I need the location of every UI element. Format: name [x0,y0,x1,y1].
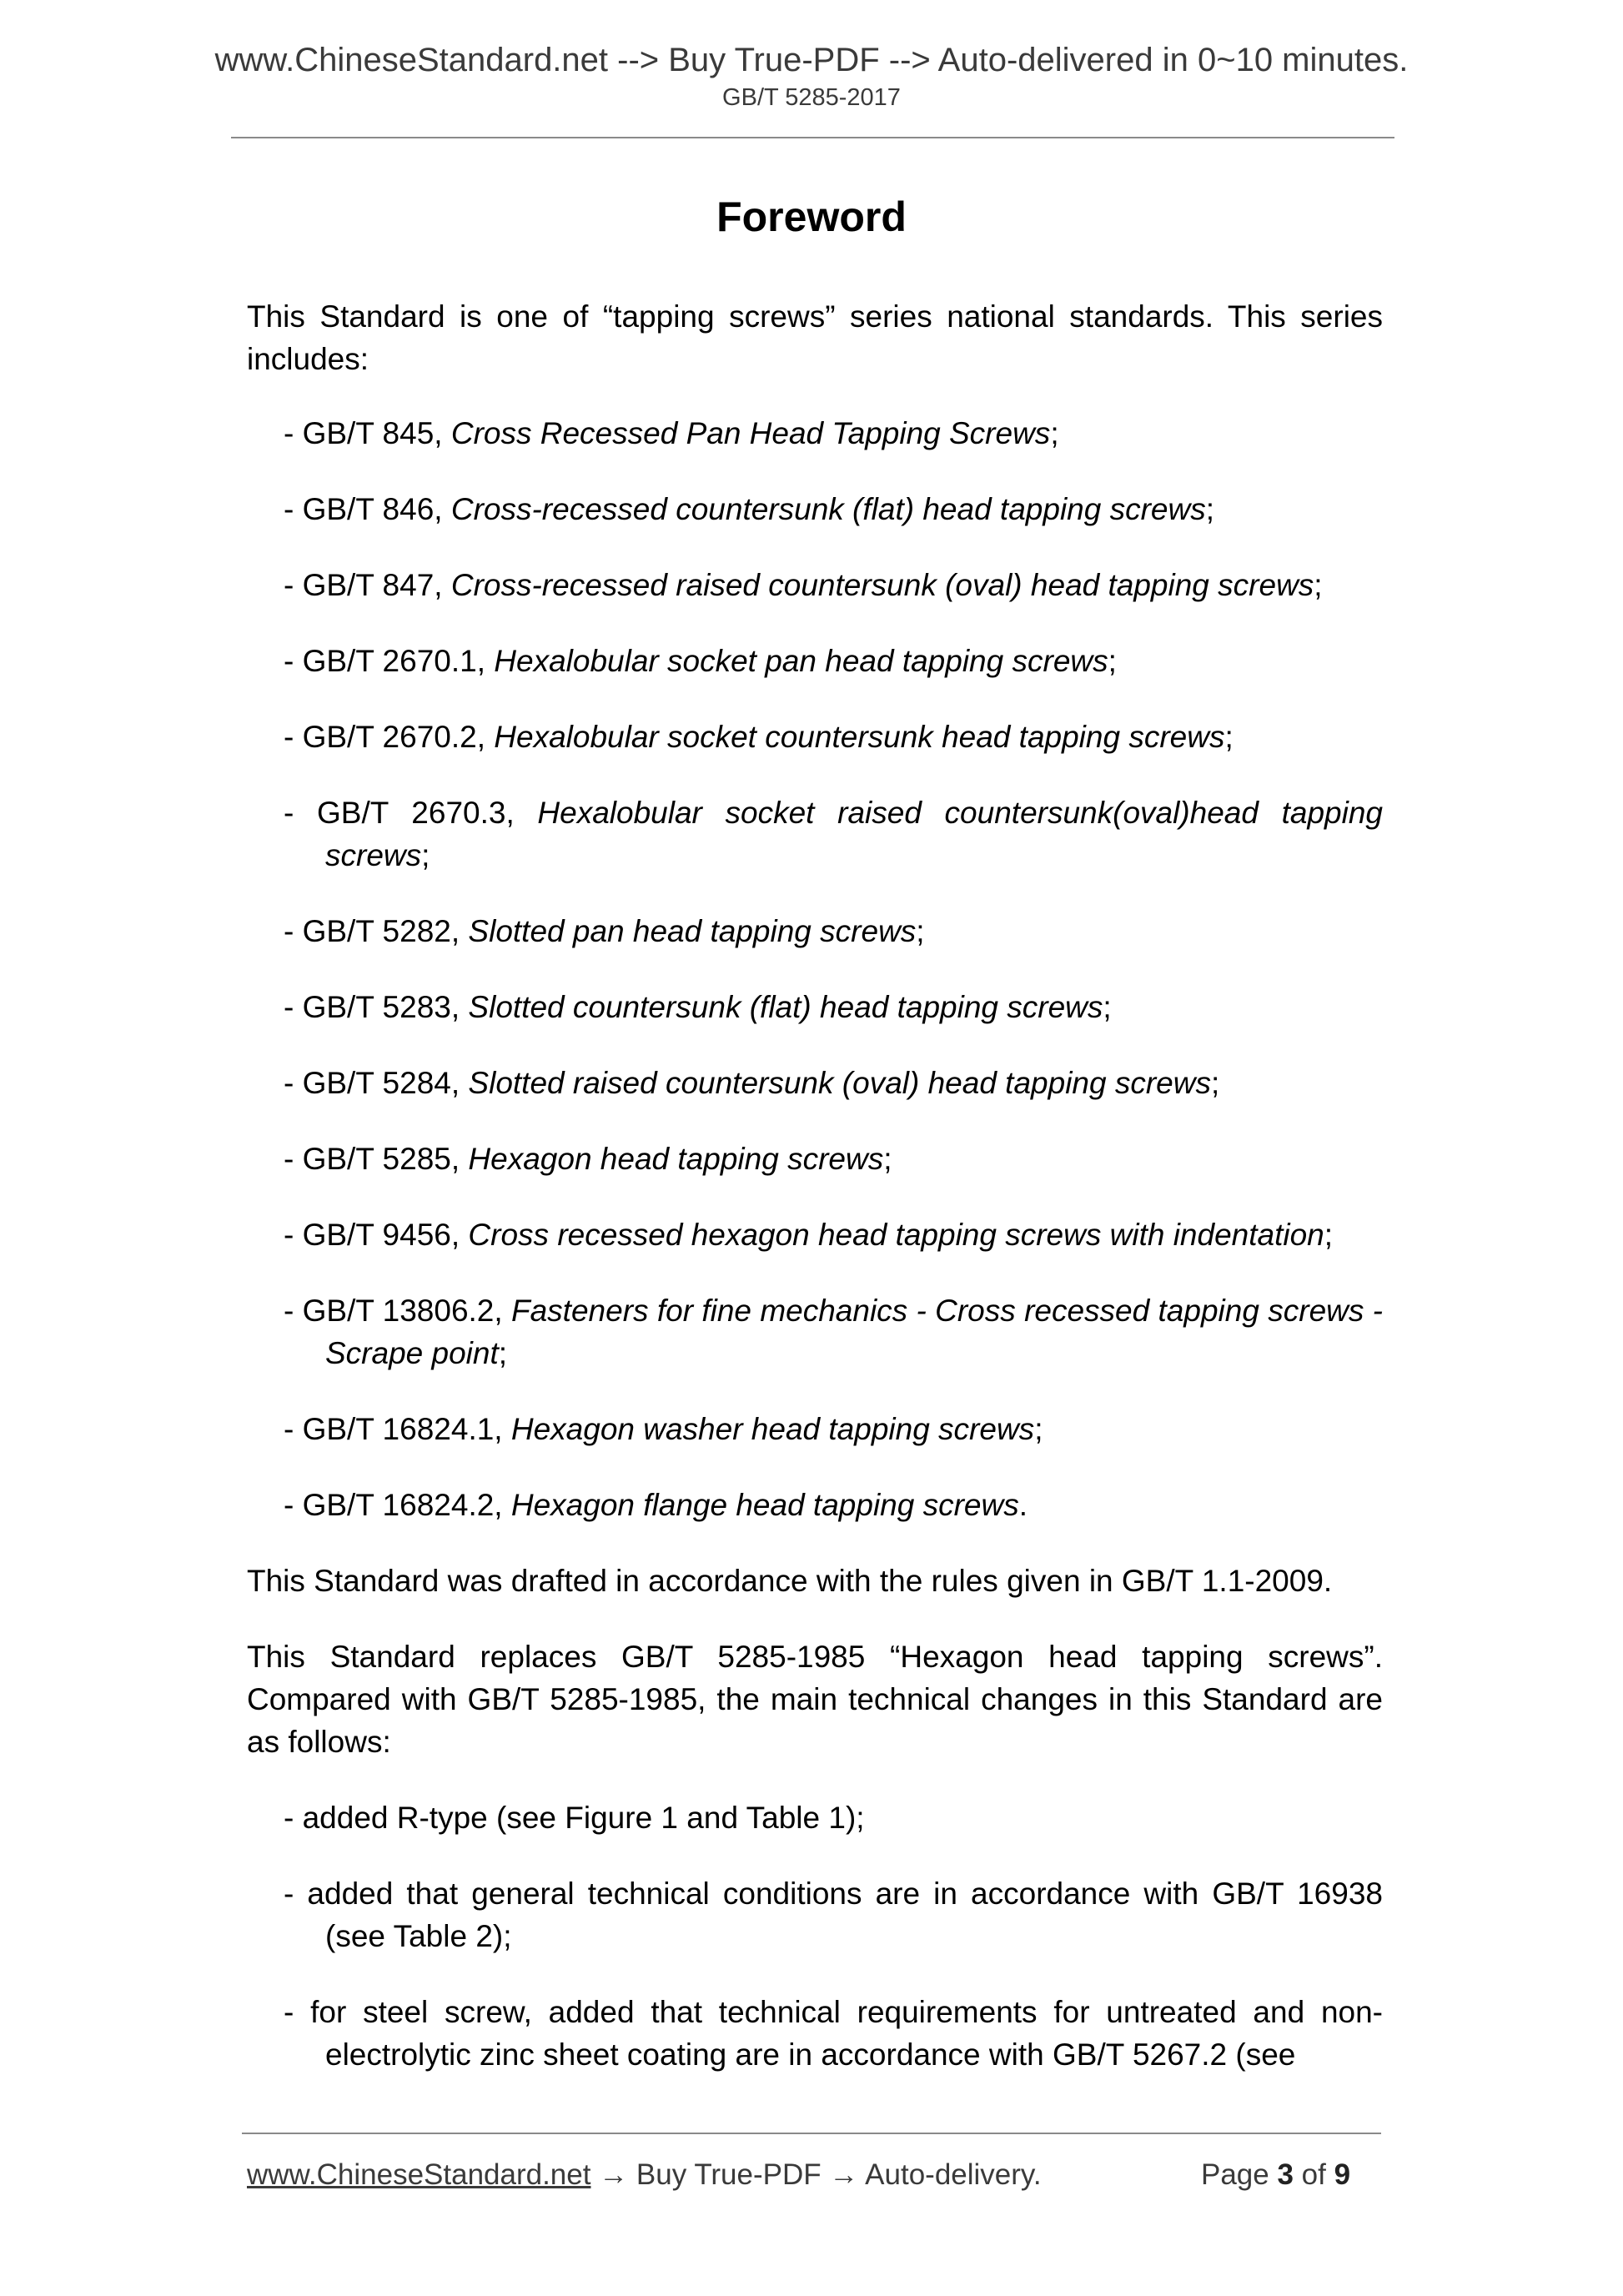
series-item: - GB/T 845, Cross Recessed Pan Head Tapping Screws; [284,416,1059,450]
change-item: - added that general technical conditions are in accordance with GB/T 16938 (see Table 2); [284,1876,1383,1953]
series-item: - GB/T 9456, Cross recessed hexagon head tapping screws with indentation; [284,1218,1334,1252]
doc-code: GB/T 5285-2017 [722,84,901,111]
current-page: 3 [1277,2158,1294,2191]
footer-site-link[interactable]: www.ChineseStandard.net [247,2158,591,2191]
series-item: - GB/T 13806.2, Fasteners for fine mechanics - Cross recessed tapping screws - Scrape point; [284,1294,1384,1370]
series-item: - GB/T 847, Cross-recessed raised countersunk (oval) head tapping screws; [284,568,1323,602]
total-pages: 9 [1334,2158,1351,2191]
series-item: - GB/T 5284, Slotted raised countersunk (oval) head tapping screws; [284,1066,1220,1100]
series-item: - GB/T 846, Cross-recessed countersunk (flat) head tapping screws; [284,492,1214,526]
series-item: - GB/T 2670.1, Hexalobular socket pan head tapping screws; [284,644,1117,678]
series-item: - GB/T 2670.3, Hexalobular socket raised countersunk(oval)head tapping screws; [284,796,1383,872]
series-item: - GB/T 5285, Hexagon head tapping screws; [284,1142,892,1176]
series-item: - GB/T 5283, Slotted countersunk (flat) head tapping screws; [284,990,1112,1024]
top-banner: www.ChineseStandard.net --> Buy True-PDF --> Auto-delivered in 0~10 minutes. [214,42,1409,78]
footer-promo: www.ChineseStandard.net → Buy True-PDF → Auto-delivery. [247,2158,1042,2191]
footer-divider [242,2133,1381,2134]
series-item: - GB/T 5282, Slotted pan head tapping screws; [284,914,925,948]
change-item: - added R-type (see Figure 1 and Table 1); [284,1801,865,1835]
series-item: - GB/T 2670.2, Hexalobular socket countersunk head tapping screws; [284,720,1234,754]
replaces-paragraph: This Standard replaces GB/T 5285-1985 “Hexagon head tapping screws”. Compared with GB/T 5285-1985, the main technical changes in this Standard are as follows: [247,1640,1383,1759]
series-item: - GB/T 16824.2, Hexagon flange head tapping screws. [284,1488,1028,1522]
intro-paragraph: This Standard is one of “tapping screws” series national standards. This series includes: [247,299,1383,376]
header-divider [231,137,1394,138]
drafted-paragraph: This Standard was drafted in accordance with the rules given in GB/T 1.1-2009. [247,1564,1333,1598]
change-item: - for steel screw, added that technical requirements for untreated and non-electrolytic zinc sheet coating are in accordance with GB/T 5267.2 (see [284,1995,1383,2072]
page-indicator: Page 3 of 9 [1201,2158,1351,2191]
page-title: Foreword [716,193,907,240]
series-item: - GB/T 16824.1, Hexagon washer head tapping screws; [284,1412,1043,1446]
